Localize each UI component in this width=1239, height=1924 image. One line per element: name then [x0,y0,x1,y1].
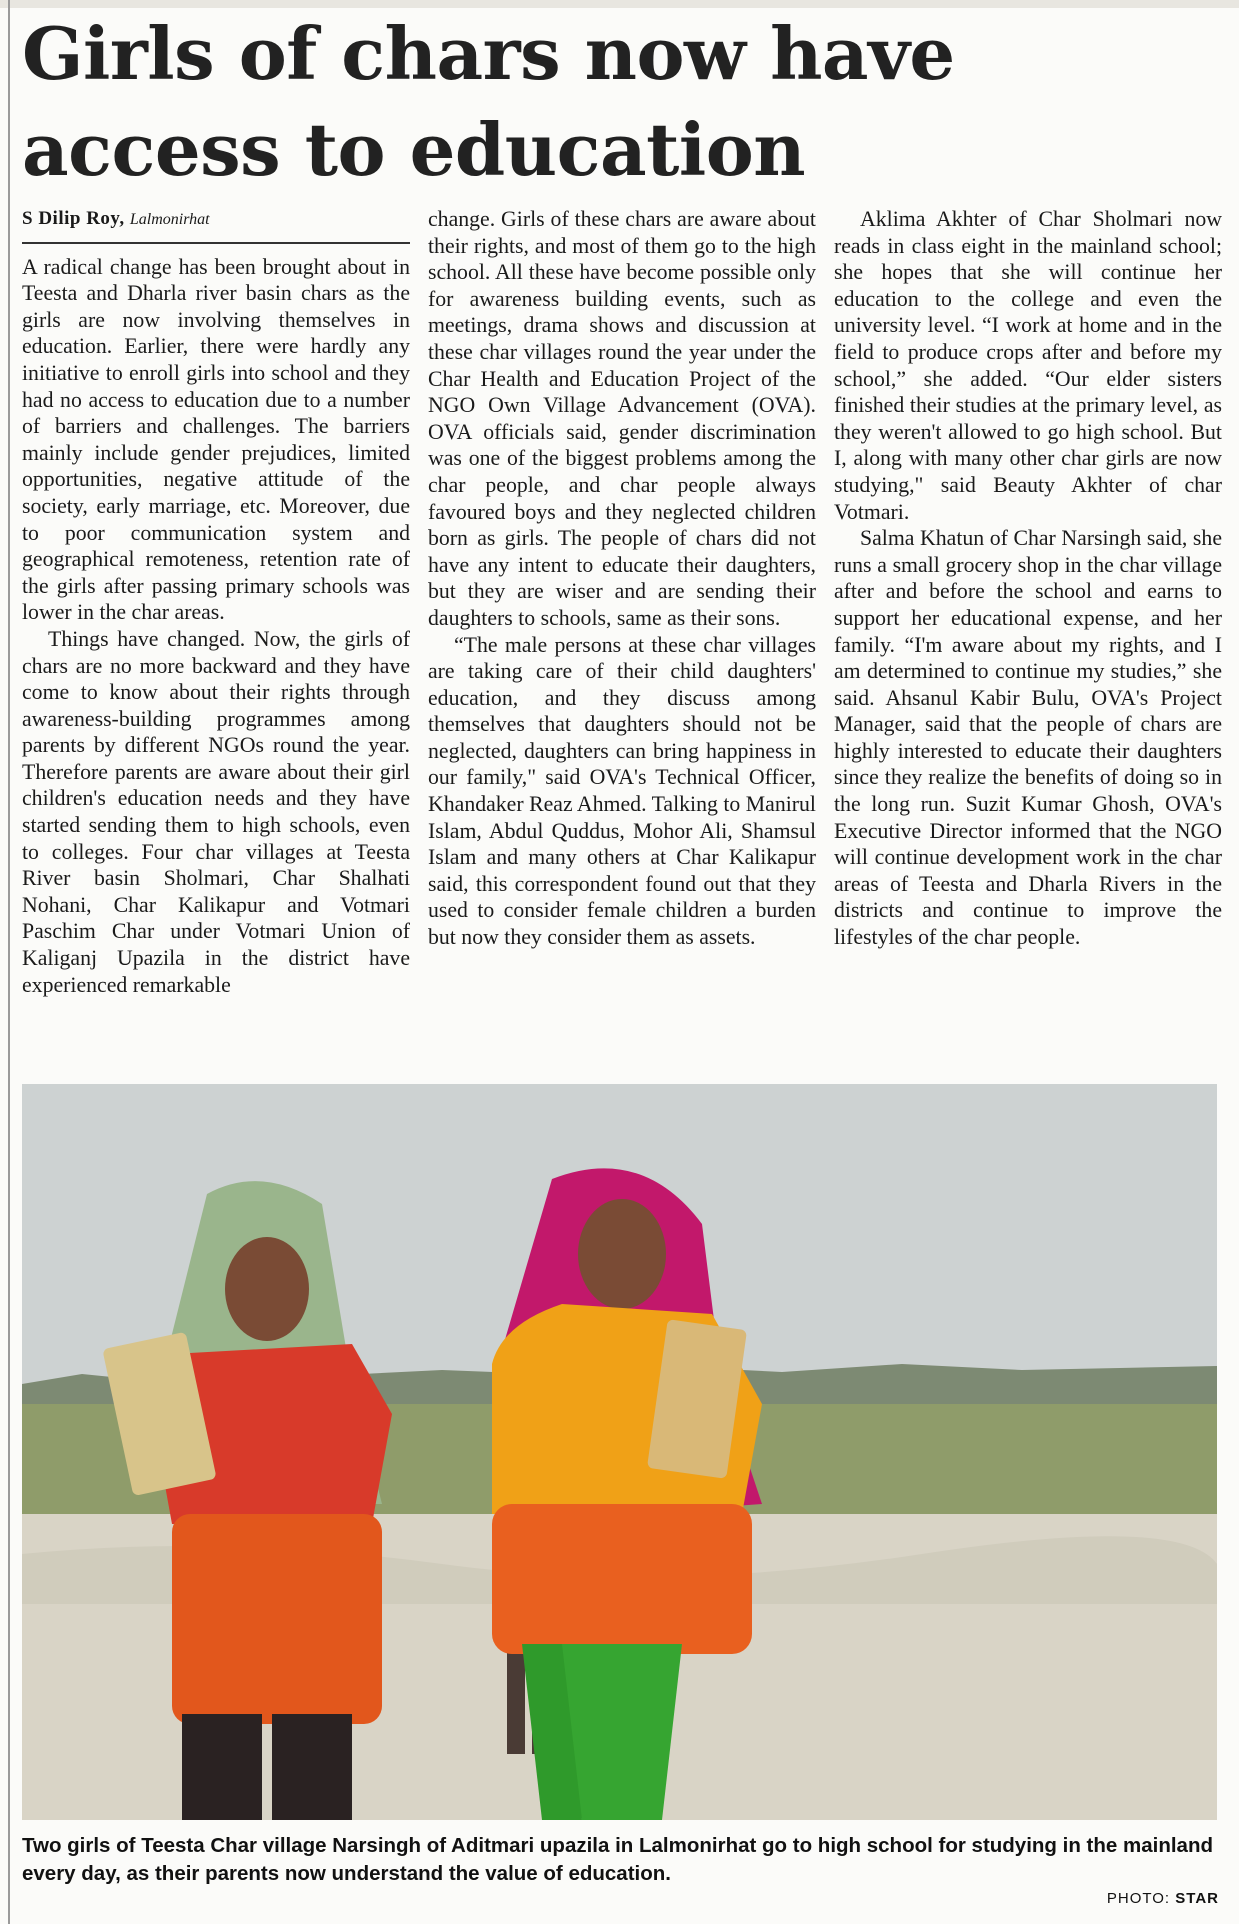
column-3 [834,206,1222,1066]
byline-name: S Dilip Roy, [22,208,125,229]
credit-source: STAR [1175,1890,1219,1907]
column-rule [8,0,10,1924]
photo-caption: Two girls of Teesta Char village Narsingh of Aditmari upazila in Lalmonirhat go to high school for studying in the mainland every day, as their parents now understand the value of education. [22,1834,1213,1885]
credit-label: PHOTO: [1106,1890,1171,1907]
column-2 [428,206,816,1066]
byline-location: Lalmonirhat [129,211,210,228]
paragraph: change. Girls of these chars are aware about their rights, and most of them go to the high school. All these have become possible only for awareness building events, such as meetings, drama shows and discussion at these char villages round the year under the Char Health and Education Project of the NGO Own Village Advancement (OVA). OVA officials said, gender discrimination was one of the biggest problems among the char people, and char people always favoured boys and they neglected children born as girls. The people of chars did not have any intent to educate their daughters, but they are wiser and are sending their daughters to schools, same as their sons. [428,207,816,630]
paragraph: Aklima Akhter of Char Sholmari now reads in class eight in the mainland school; she hopes that she will continue her education to the college and even the university level. “I work at home and in the field to produce crops after and before my school,” she added. “Our elder sisters finished their studies at the primary level, as they weren't allowed to go high school. But I, along with many other char girls are now studying," said Beauty Akhter of char Votmari. [834,207,1222,524]
paragraph: Salma Khatun of Char Narsingh said, she runs a small grocery shop in the char village after and before the school and earns to support her educational expense, and her family. “I'm aware about my rights, and I am determined to continue my studies,” she said. Ahsanul Kabir Bulu, OVA's Project Manager, said that the people of chars are highly interested to educate their daughters since they realize the benefits of doing so in the long run. Suzit Kumar Ghosh, OVA's Executive Director informed that the NGO will continue development work in the char areas of Teesta and Dharla Rivers in the districts and continue to improve the lifestyles of the char people. [834,526,1222,950]
paragraph: “The male persons at these char villages are taking care of their child daughters' education, and they discuss among themselves that daughters should not be neglected, daughters can bring happiness in our family," said OVA's Technical Officer, Khandaker Reaz Ahmed. Talking to Manirul Islam, Abdul Quddus, Mohor Ali, Shamsul Islam and many others at Char Kalikapur said, this correspondent found out that they used to consider female children a burden but now they consider them as assets. [428,632,816,950]
photo-credit [1107,1890,1219,1907]
photo-illustration [22,1084,1217,1820]
paragraph: A radical change has been brought about in Teesta and Dharla river basin chars as the girls are now involving themselves in education. Earlier, there were hardly any initiative to enroll girls into school and they had no access to education due to a number of barriers and challenges. The barriers mainly include gender prejudices, limited opportunities, negative attitude of the society, early marriage, etc. Moreover, due to poor communication system and geographical remoteness, retention rate of the girls after passing primary schools was lower in the char areas. [22,254,410,625]
column-1 [22,206,410,1066]
byline [22,206,410,244]
news-photo [22,1084,1217,1820]
paragraph: Things have changed. Now, the girls of chars are no more backward and they have come to know about their rights through awareness-building programmes among parents by different NGOs round the year. Therefore parents are aware about their girl children's education needs and they have started sending them to high schools, even to colleges. Four char villages at Teesta River basin Sholmari, Char Shalhati Nohani, Char Kalikapur and Votmari Paschim Char under Votmari Union of Kaliganj Upazila in the district have experienced remarkable [22,626,410,997]
headline: Girls of chars now have access to education [22,11,955,192]
